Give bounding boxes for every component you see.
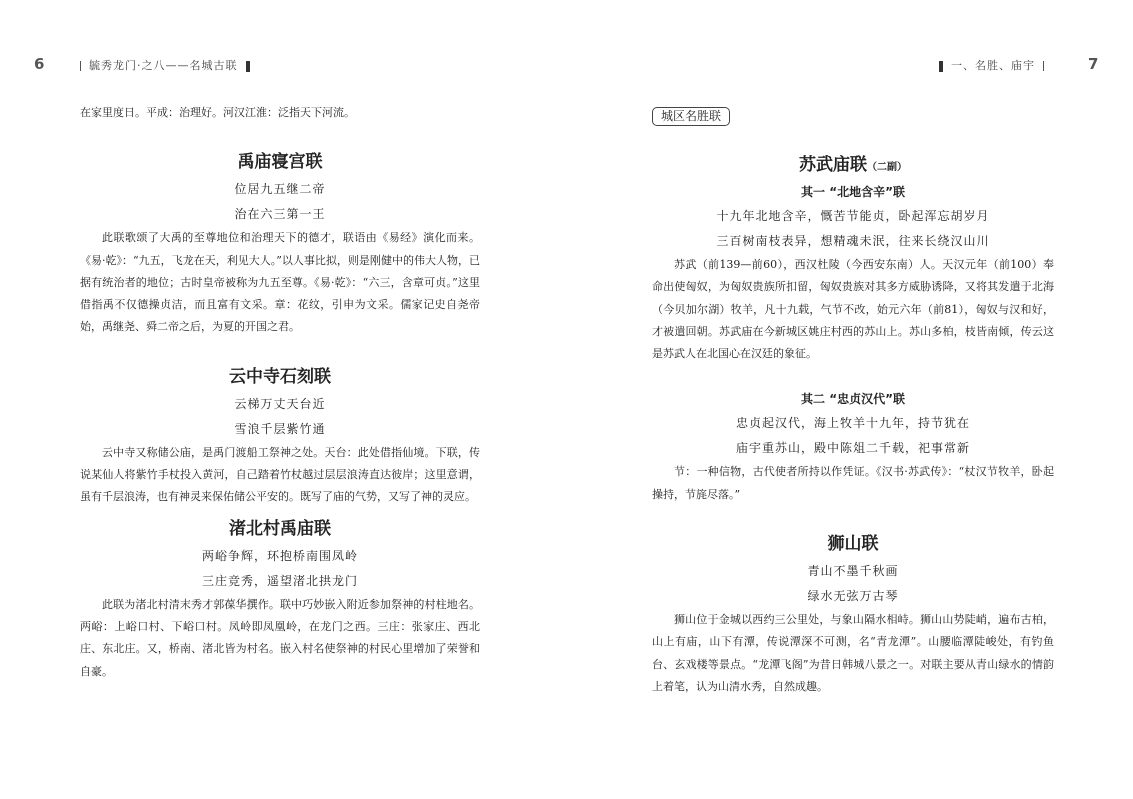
main-title-text: 苏武庙联	[799, 155, 867, 175]
header-block-mark	[939, 61, 943, 72]
section-body: 此联为渚北村清末秀才郭葆华撰作。联中巧妙嵌入附近参加祭神的村柱地名。两峪：上峪口村、下峪口村。凤岭即凤凰岭，在龙门之西。三庄：张家庄、西北庄、东北庄。又，桥南、渚北皆为村名。嵌入村名使祭神的村民心里增加了荣誉和自豪。	[80, 597, 480, 678]
section-title: 禹庙寝宫联	[237, 152, 323, 173]
couplet-line: 三庄竞秀，遥望渚北拱龙门	[201, 573, 358, 588]
header-rule	[1043, 61, 1044, 71]
couplet-line: 忠贞起汉代，海上牧羊十九年，持节犹在	[735, 416, 970, 431]
page-number: 6	[34, 55, 45, 73]
couplet-line: 三百树南枝表异，想精魂未泯，往来长绕汉山川	[716, 234, 990, 248]
page-number: 7	[1088, 55, 1099, 73]
header-block-mark	[246, 61, 250, 72]
main-title-note: （二副）	[867, 162, 907, 173]
running-head-text: 毓秀龙门·之八——名城古联	[89, 59, 238, 72]
running-head	[931, 57, 1052, 73]
couplet-line: 青山不墨千秋画	[807, 564, 899, 579]
section-body: 苏武（前139—前60），西汉杜陵（今西安东南）人。天汉元年（前100）奉命出使匈奴，为匈奴贵族所扣留，匈奴贵族对其多方威胁诱降，又将其发遣于北海（今贝加尔湖）牧羊，凡十九载，气节不改，始元六年（前81），匈奴与汉和好，才被遣回朝。苏武庙在今新城区姚庄村西的苏山上。苏山多柏，枝皆南倾，传云这是苏武人在北国心在汉廷的象征。	[652, 258, 1054, 361]
couplet-line: 庙宇重苏山，殿中陈俎二千载，祀事常新	[735, 441, 970, 456]
couplet-line: 治在六三第一王	[234, 207, 326, 222]
left-content	[80, 102, 480, 683]
section-subtitle: 其二 “忠贞汉代”联	[801, 392, 905, 407]
section-body: 狮山位于金城以西约三公里处，与象山隔水相峙。狮山山势陡峭，遍布古柏，山上有庙，山下有潭，传说潭深不可测，名“青龙潭”。山腰临潭陡峻处，有钓鱼台、玄戏楼等景点。“龙潭飞阁”为昔日韩城八景之一。对联主要从青山绿水的情韵上着笔，认为山清水秀，自然成趣。	[652, 613, 1054, 693]
section-body: 节：一种信物，古代使者所持以作凭证。《汉书·苏武传》：“杖汉节牧羊，卧起操持，节旄尽落。”	[652, 465, 1054, 501]
running-head	[72, 57, 258, 73]
category-label: 城区名胜联	[652, 107, 730, 126]
main-title	[652, 151, 1054, 180]
left-page	[0, 0, 566, 799]
section-subtitle: 其一 “北地含辛”联	[801, 185, 905, 199]
right-page	[566, 0, 1133, 799]
couplet-line: 绿水无弦万古琴	[807, 589, 899, 604]
header-rule	[80, 61, 81, 71]
section-title: 狮山联	[827, 534, 879, 555]
section-body: 此联歌颂了大禹的至尊地位和治理天下的德才，联语由《易经》演化而来。《易·乾》：“九五，飞龙在天，利见大人。”以人事比拟，则是刚健中的伟大人物，已据有统治者的地位；古时皇帝被称为九五至尊。《易·乾》：“六三，含章可贞。”这里借指禹不仅德操贞洁，而且富有文采。章：花纹，引申为文采。儒家记史自尧帝始，禹继尧、舜二帝之后，为夏的开国之君。	[80, 231, 480, 334]
section-title: 云中寺石刻联	[229, 366, 331, 387]
couplet-line: 两峪争辉，环抱桥南围凤岭	[201, 548, 358, 563]
couplet-line: 云梯万丈天台近	[234, 396, 326, 411]
couplet-line: 雪浪千层紫竹通	[234, 421, 326, 436]
section-body: 云中寺又称储公庙，是禹门渡船工祭神之处。天台：此处借指仙境。下联，传说某仙人将紫竹手杖投入黄河，自己踏着竹杖越过层层浪涛直达彼岸；这里意谓，虽有千层浪涛，也有神灵来保佑储公平安的。既写了庙的气势，又写了神的灵应。	[80, 445, 480, 504]
couplet-line: 位居九五继二帝	[234, 182, 326, 197]
couplet-line: 十九年北地含辛，慨苦节能贞，卧起浑忘胡岁月	[716, 209, 990, 223]
running-head-text: 一、名胜、庙宇	[951, 59, 1035, 72]
section-title: 渚北村禹庙联	[229, 518, 331, 539]
right-content	[652, 102, 1054, 698]
intro-line: 在家里度日。平成：治理好。河汉江淮：泛指天下河流。	[80, 106, 355, 119]
